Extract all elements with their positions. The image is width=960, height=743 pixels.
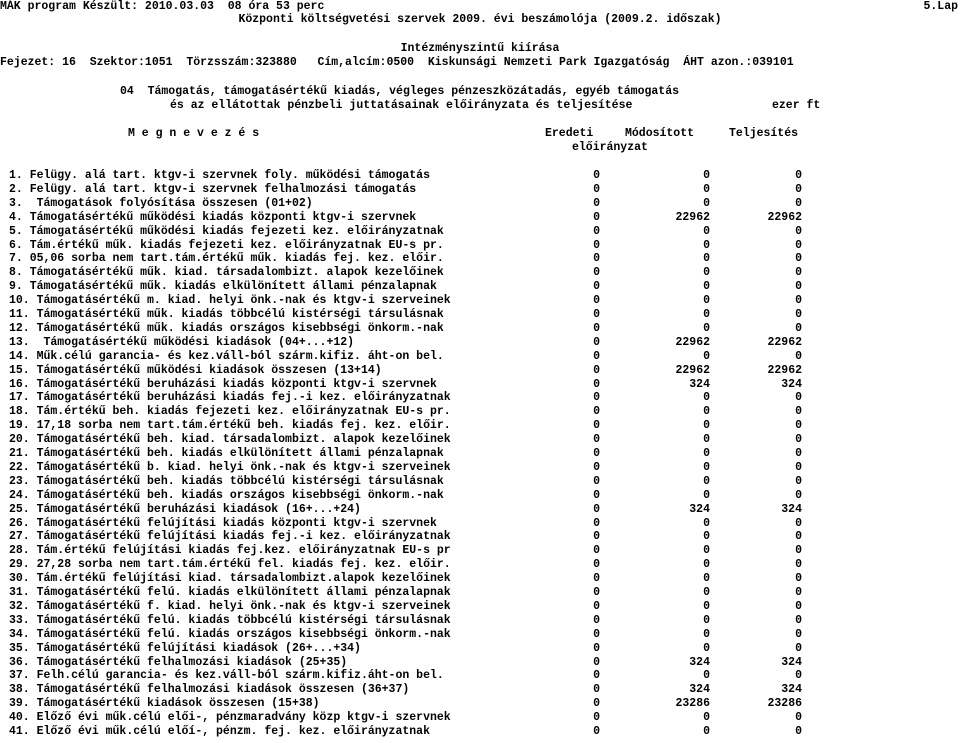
row-label: 8. Támogatásértékű műk. kiad. társadalombizt. alapok kezelőinek — [9, 266, 444, 280]
row-label: 21. Támogatásértékű beh. kiadás elkülönített állami pénzalapnak — [9, 447, 444, 460]
table-row — [0, 225, 960, 239]
cell-original: 0 — [593, 627, 600, 641]
cell-actual: 0 — [795, 572, 802, 586]
cell-actual: 0 — [795, 627, 802, 641]
cell-actual: 0 — [795, 321, 802, 335]
cell-original: 0 — [593, 377, 600, 391]
cell-actual: 0 — [795, 391, 802, 405]
cell-actual: 0 — [795, 169, 802, 182]
page-number: 5.Lap — [923, 0, 958, 13]
cell-actual: 0 — [795, 433, 802, 447]
row-label: 24. Támogatásértékű beh. kiadás országos kisebbségi önkorm.-nak — [9, 488, 444, 502]
row-label: 5. Támogatásértékű működési kiadás fejezeti kez. előirányzatnak — [9, 224, 444, 238]
cell-original: 0 — [593, 599, 600, 613]
cell-original: 0 — [593, 252, 600, 266]
table-row — [0, 266, 960, 280]
table-row — [0, 725, 960, 739]
table-row — [0, 642, 960, 656]
cell-actual: 0 — [795, 516, 802, 530]
cell-original: 0 — [593, 669, 600, 683]
cell-original: 0 — [593, 349, 600, 363]
row-label: 26. Támogatásértékű felújítási kiadás központi ktgv-i szervnek — [9, 516, 437, 530]
table-row — [0, 183, 960, 197]
row-label: 25. Támogatásértékű beruházási kiadások (16+...+24) — [9, 502, 361, 516]
table-row — [0, 489, 960, 503]
table-row — [0, 711, 960, 725]
row-label: 30. Tám.értékű felújítási kiad. társadalombizt.alapok kezelőinek — [9, 572, 451, 586]
table-row — [0, 364, 960, 378]
cell-modified: 0 — [703, 530, 710, 544]
cell-modified: 0 — [703, 544, 710, 558]
row-label: 41. Előző évi műk.célú előí-, pénzm. fej. kez. előirányzatnak — [9, 725, 430, 738]
row-label: 33. Támogatásértékű felú. kiadás többcélú kistérségi társulásnak — [9, 613, 451, 627]
table-row — [0, 697, 960, 711]
table-row — [0, 336, 960, 350]
table-row — [0, 350, 960, 364]
cell-original: 0 — [593, 474, 600, 488]
cell-actual: 0 — [795, 224, 802, 238]
cell-original: 0 — [593, 460, 600, 474]
row-label: 9. Támogatásértékű műk. kiadás elkülönített állami pénzalapnak — [9, 280, 437, 294]
cell-actual: 22962 — [767, 335, 802, 349]
cell-original: 0 — [593, 224, 600, 238]
cell-actual: 0 — [795, 613, 802, 627]
row-label: 18. Tám.értékű beh. kiadás fejezeti kez. előirányzatnak EU-s pr. — [9, 405, 451, 419]
cell-actual: 0 — [795, 182, 802, 196]
table-row — [0, 447, 960, 461]
cell-modified: 0 — [703, 447, 710, 460]
table-row — [0, 405, 960, 419]
cell-actual: 0 — [795, 196, 802, 210]
cell-modified: 0 — [703, 725, 710, 738]
cell-actual: 0 — [795, 447, 802, 460]
cell-actual: 0 — [795, 558, 802, 572]
cell-actual: 0 — [795, 586, 802, 599]
table-row — [0, 322, 960, 336]
row-label: 14. Műk.célú garancia- és kez.váll-ból szárm.kifiz. áht-on bel. — [9, 349, 444, 363]
table-row — [0, 378, 960, 392]
table-row — [0, 252, 960, 266]
column-header-modified: Módosított — [625, 127, 695, 140]
cell-original: 0 — [593, 572, 600, 586]
row-label: 6. Tám.értékű műk. kiadás fejezeti kez. előirányzatnak EU-s pr. — [9, 238, 444, 252]
cell-actual: 22962 — [767, 210, 802, 224]
cell-original: 0 — [593, 266, 600, 280]
cell-original: 0 — [593, 363, 600, 377]
row-label: 17. Támogatásértékű beruházási kiadás fej.-i kez. előirányzatnak — [9, 391, 451, 405]
cell-original: 0 — [593, 321, 600, 335]
cell-original: 0 — [593, 419, 600, 433]
cell-modified: 0 — [703, 586, 710, 599]
cell-original: 0 — [593, 711, 600, 725]
cell-original: 0 — [593, 697, 600, 711]
table-row — [0, 614, 960, 628]
row-label: 29. 27,28 sorba nem tart.tám.értékű fel. kiadás fej. kez. előir. — [9, 558, 451, 572]
cell-original: 0 — [593, 641, 600, 655]
cell-actual: 0 — [795, 238, 802, 252]
cell-actual: 324 — [781, 655, 802, 669]
cell-actual: 0 — [795, 405, 802, 419]
row-label: 19. 17,18 sorba nem tart.tám.értékű beh. kiadás fej. kez. előir. — [9, 419, 451, 433]
row-label: 11. Támogatásértékű műk. kiadás többcélú kistérségi társulásnak — [9, 308, 444, 321]
cell-modified: 0 — [703, 391, 710, 405]
cell-actual: 0 — [795, 599, 802, 613]
cell-modified: 0 — [703, 433, 710, 447]
row-label: 38. Támogatásértékű felhalmozási kiadások összesen (36+37) — [9, 683, 410, 697]
section-title-line-2: és az ellátottak pénzbeli juttatásainak előirányzata és teljesítése — [170, 99, 633, 112]
row-label: 12. Támogatásértékű műk. kiadás országos kisebbségi önkorm.-nak — [9, 321, 444, 335]
cell-actual: 0 — [795, 711, 802, 725]
cell-modified: 0 — [703, 266, 710, 280]
row-label: 36. Támogatásértékű felhalmozási kiadások (25+35) — [9, 655, 348, 669]
table-row — [0, 683, 960, 697]
cell-modified: 0 — [703, 308, 710, 321]
cell-actual: 0 — [795, 530, 802, 544]
cell-original: 0 — [593, 405, 600, 419]
table-row — [0, 391, 960, 405]
table-row — [0, 544, 960, 558]
cell-actual: 0 — [795, 725, 802, 738]
cell-modified: 0 — [703, 169, 710, 182]
cell-modified: 0 — [703, 711, 710, 725]
cell-modified: 0 — [703, 182, 710, 196]
cell-modified: 0 — [703, 599, 710, 613]
table-row — [0, 433, 960, 447]
row-label: 32. Támogatásértékű f. kiad. helyi önk.-nak és ktgv-i szerveinek — [9, 599, 451, 613]
row-label: 20. Támogatásértékű beh. kiad. társadalombizt. alapok kezelőinek — [9, 433, 451, 447]
cell-actual: 0 — [795, 641, 802, 655]
row-label: 39. Támogatásértékű kiadások összesen (15+38) — [9, 697, 320, 711]
cell-modified: 0 — [703, 294, 710, 308]
cell-modified: 0 — [703, 349, 710, 363]
cell-original: 0 — [593, 488, 600, 502]
row-label: 16. Támogatásértékű beruházási kiadás központi ktgv-i szervnek — [9, 377, 437, 391]
row-label: 3. Támogatások folyósítása összesen (01+02) — [9, 196, 313, 210]
row-label: 22. Támogatásértékű b. kiad. helyi önk.-nak és ktgv-i szerveinek — [9, 460, 451, 474]
cell-original: 0 — [593, 558, 600, 572]
cell-actual: 0 — [795, 460, 802, 474]
cell-modified: 0 — [703, 572, 710, 586]
organization-line: Fejezet: 16 Szektor:1051 Törzsszám:323880 Cím,alcím:0500 Kiskunsági Nemzeti Park Igazgatóság ÁHT azon.:039101 — [0, 56, 794, 69]
cell-actual: 324 — [781, 683, 802, 697]
cell-original: 0 — [593, 586, 600, 599]
unit-label: ezer ft — [772, 99, 821, 112]
cell-original: 0 — [593, 169, 600, 182]
row-label: 7. 05,06 sorba nem tart.tám.értékű műk. kiadás fej. kez. előir. — [9, 252, 444, 266]
table-row — [0, 558, 960, 572]
table-row — [0, 419, 960, 433]
column-header-actual: Teljesítés — [729, 127, 799, 140]
cell-actual: 0 — [795, 488, 802, 502]
cell-original: 0 — [593, 502, 600, 516]
cell-modified: 0 — [703, 474, 710, 488]
cell-actual: 0 — [795, 308, 802, 321]
cell-actual: 0 — [795, 669, 802, 683]
cell-actual: 0 — [795, 280, 802, 294]
cell-modified: 22962 — [675, 363, 710, 377]
table-row — [0, 475, 960, 489]
cell-actual: 22962 — [767, 363, 802, 377]
cell-actual: 0 — [795, 266, 802, 280]
table-row — [0, 211, 960, 225]
row-label: 10. Támogatásértékű m. kiad. helyi önk.-nak és ktgv-i szerveinek — [9, 294, 451, 308]
row-label: 2. Felügy. alá tart. ktgv-i szervnek felhalmozási támogatás — [9, 182, 417, 196]
cell-modified: 0 — [703, 627, 710, 641]
cell-modified: 0 — [703, 613, 710, 627]
report-title: Központi költségvetési szervek 2009. évi beszámolója (2009.2. időszak) — [238, 13, 722, 26]
row-label: 37. Felh.célú garancia- és kez.váll-ból szárm.kifiz.áht-on bel. — [9, 669, 444, 683]
column-header-original: Eredeti — [545, 127, 594, 140]
cell-original: 0 — [593, 391, 600, 405]
row-label: 23. Támogatásértékű beh. kiadás többcélú kistérségi társulásnak — [9, 474, 444, 488]
cell-modified: 22962 — [675, 210, 710, 224]
cell-modified: 0 — [703, 641, 710, 655]
cell-original: 0 — [593, 516, 600, 530]
cell-actual: 0 — [795, 252, 802, 266]
cell-modified: 0 — [703, 280, 710, 294]
column-header-name: M e g n e v e z é s — [128, 127, 260, 140]
table-row — [0, 586, 960, 600]
cell-modified: 22962 — [675, 335, 710, 349]
table-row — [0, 308, 960, 322]
cell-actual: 0 — [795, 419, 802, 433]
cell-original: 0 — [593, 308, 600, 321]
cell-modified: 0 — [703, 669, 710, 683]
row-label: 34. Támogatásértékű felú. kiadás országos kisebbségi önkorm.-nak — [9, 627, 451, 641]
table-row — [0, 503, 960, 517]
cell-modified: 0 — [703, 238, 710, 252]
cell-actual: 0 — [795, 294, 802, 308]
cell-modified: 0 — [703, 460, 710, 474]
cell-original: 0 — [593, 530, 600, 544]
table-row — [0, 572, 960, 586]
cell-original: 0 — [593, 196, 600, 210]
row-label: 40. Előző évi műk.célú elői-, pénzmaradvány közp ktgv-i szervnek — [9, 711, 451, 725]
cell-original: 0 — [593, 335, 600, 349]
table-row — [0, 169, 960, 183]
cell-original: 0 — [593, 544, 600, 558]
cell-modified: 324 — [689, 683, 710, 697]
cell-modified: 0 — [703, 419, 710, 433]
table-row — [0, 628, 960, 642]
row-label: 15. Támogatásértékű működési kiadások összesen (13+14) — [9, 363, 382, 377]
column-subheader: előirányzat — [572, 141, 648, 154]
cell-original: 0 — [593, 683, 600, 697]
cell-actual: 0 — [795, 349, 802, 363]
table-row — [0, 280, 960, 294]
cell-original: 0 — [593, 294, 600, 308]
cell-actual: 324 — [781, 502, 802, 516]
section-title-line-1: 04 Támogatás, támogatásértékű kiadás, végleges pénzeszközátadás, egyéb támogatás — [120, 85, 679, 98]
cell-original: 0 — [593, 182, 600, 196]
cell-modified: 0 — [703, 224, 710, 238]
cell-actual: 324 — [781, 377, 802, 391]
cell-original: 0 — [593, 613, 600, 627]
cell-modified: 0 — [703, 196, 710, 210]
row-label: 35. Támogatásértékű felújítási kiadások (26+...+34) — [9, 641, 361, 655]
row-label: 28. Tám.értékű felújítási kiadás fej.kez. előirányzatnak EU-s pr — [9, 544, 451, 558]
cell-modified: 0 — [703, 488, 710, 502]
table-row — [0, 239, 960, 253]
cell-modified: 0 — [703, 558, 710, 572]
cell-original: 0 — [593, 238, 600, 252]
cell-modified: 324 — [689, 502, 710, 516]
cell-actual: 23286 — [767, 697, 802, 711]
cell-modified: 324 — [689, 377, 710, 391]
table-row — [0, 461, 960, 475]
cell-original: 0 — [593, 280, 600, 294]
table-row — [0, 600, 960, 614]
cell-modified: 0 — [703, 516, 710, 530]
table-row — [0, 294, 960, 308]
table-row — [0, 197, 960, 211]
cell-original: 0 — [593, 447, 600, 460]
table-row — [0, 669, 960, 683]
cell-actual: 0 — [795, 544, 802, 558]
program-info: MÁK program Készült: 2010.03.03 08 óra 53 perc — [0, 0, 325, 13]
cell-modified: 23286 — [675, 697, 710, 711]
row-label: 1. Felügy. alá tart. ktgv-i szervnek foly. működési támogatás — [9, 169, 430, 182]
row-label: 13. Támogatásértékű működési kiadások (04+...+12) — [9, 335, 355, 349]
cell-modified: 0 — [703, 321, 710, 335]
cell-original: 0 — [593, 655, 600, 669]
row-label: 4. Támogatásértékű működési kiadás központi ktgv-i szervnek — [9, 210, 417, 224]
cell-modified: 324 — [689, 655, 710, 669]
cell-modified: 0 — [703, 252, 710, 266]
table-row — [0, 530, 960, 544]
cell-actual: 0 — [795, 474, 802, 488]
cell-original: 0 — [593, 433, 600, 447]
row-label: 31. Támogatásértékű felú. kiadás elkülönített állami pénzalapnak — [9, 586, 451, 599]
table-row — [0, 656, 960, 670]
cell-modified: 0 — [703, 405, 710, 419]
cell-original: 0 — [593, 210, 600, 224]
row-label: 27. Támogatásértékű felújítási kiadás fej.-i kez. előirányzatnak — [9, 530, 451, 544]
report-level: Intézményszintű kiírása — [400, 42, 560, 55]
table-row — [0, 517, 960, 531]
cell-original: 0 — [593, 725, 600, 738]
